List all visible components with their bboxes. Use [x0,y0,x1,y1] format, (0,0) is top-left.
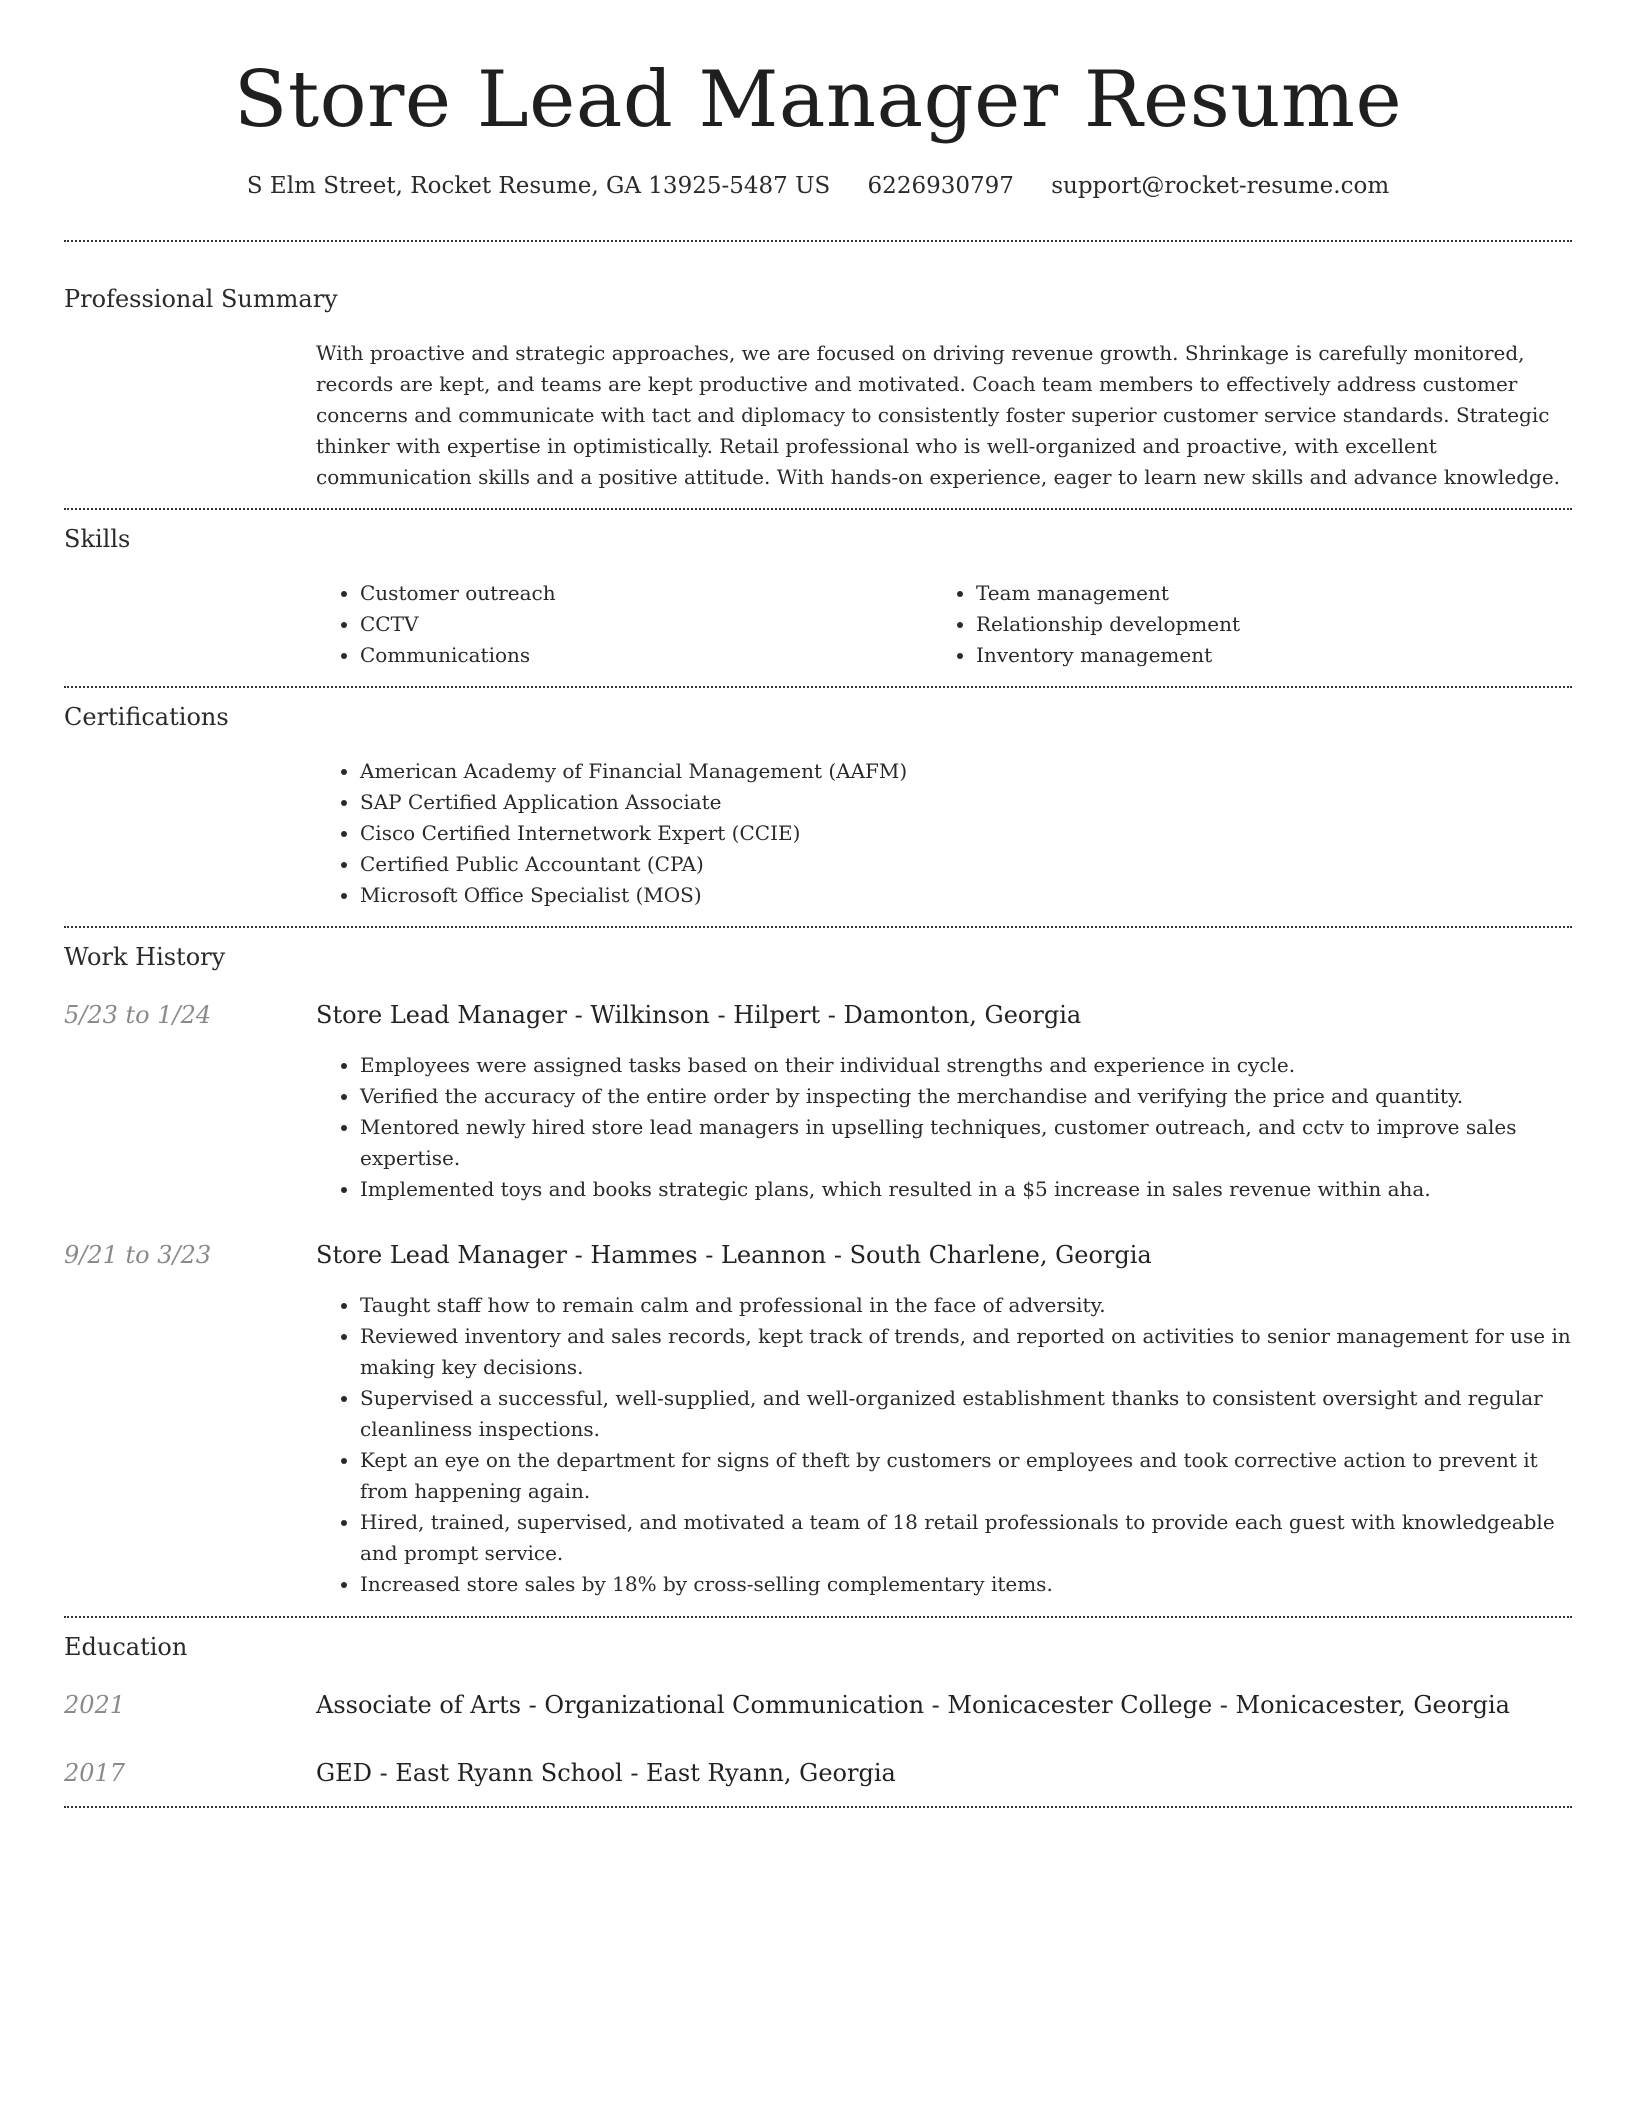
certification-item: • Cisco Certified Internetwork Expert (CCIE) [360,818,1572,849]
divider [64,1616,1572,1618]
education-entry: Associate of Arts - Organizational Communication - Monicacester College - Monicacester, Georgia [316,1691,1510,1719]
job-bullet: • Supervised a successful, well-supplied, and well-organized establishment thanks to consistent oversight and regular cleanliness inspections. [360,1383,1572,1445]
job-bullet: • Reviewed inventory and sales records, kept track of trends, and reported on activities to senior management for use in making key decisions. [360,1321,1572,1383]
job-bullet: • Employees were assigned tasks based on their individual strengths and experience in cycle. [360,1050,1572,1081]
divider [64,508,1572,510]
contact-line [64,170,1572,202]
job-bullet: • Verified the accuracy of the entire order by inspecting the merchandise and verifying the price and quantity. [360,1081,1572,1112]
certification-item: • American Academy of Financial Management (AAFM) [360,756,1572,787]
skill-item: • Team management [976,578,1548,609]
certification-item: • Certified Public Accountant (CPA) [360,849,1572,880]
divider [64,926,1572,928]
job-title: Store Lead Manager - Hammes - Leannon - South Charlene, Georgia [316,1241,1152,1269]
phone-text: 6226930797 [867,173,1014,199]
job-dates: 9/21 to 3/23 [64,1241,212,1269]
job-bullet: • Hired, trained, supervised, and motivated a team of 18 retail professionals to provide each guest with knowledgeable and prompt service. [360,1507,1572,1569]
skill-item: • Relationship development [976,609,1548,640]
education-year: 2021 [64,1691,126,1719]
skill-item: • Communications [360,640,932,671]
skills-column-left [316,578,932,671]
job-bullet: • Implemented toys and books strategic plans, which resulted in a $5 increase in sales revenue within aha. [360,1174,1572,1205]
job-bullet: • Increased store sales by 18% by cross-selling complementary items. [360,1569,1572,1600]
address-text: S Elm Street, Rocket Resume, GA 13925-5487 US [246,173,831,199]
job-bullets [316,1050,1572,1205]
divider [64,686,1572,688]
skills-column-right [932,578,1548,671]
job-bullets [316,1290,1572,1600]
work-history-heading: Work History [64,943,226,971]
certifications-heading: Certifications [64,703,229,731]
job-bullet: • Kept an eye on the department for signs of theft by customers or employees and took corrective action to prevent it from happening again. [360,1445,1572,1507]
resume-title: Store Lead Manager Resume [233,55,1403,145]
skill-item: • Inventory management [976,640,1548,671]
summary-heading: Professional Summary [64,285,338,313]
job-dates: 5/23 to 1/24 [64,1001,212,1029]
job-bullet: • Mentored newly hired store lead managers in upselling techniques, customer outreach, and cctv to improve sales expertise. [360,1112,1572,1174]
divider [64,1806,1572,1808]
email-text: support@rocket-resume.com [1051,173,1390,199]
job-title: Store Lead Manager - Wilkinson - Hilpert - Damonton, Georgia [316,1001,1082,1029]
skills-list [316,578,1572,671]
education-heading: Education [64,1633,188,1661]
certification-item: • SAP Certified Application Associate [360,787,1572,818]
education-entry: GED - East Ryann School - East Ryann, Georgia [316,1759,896,1787]
skill-item: • CCTV [360,609,932,640]
certifications-list [316,756,1572,911]
skill-item: • Customer outreach [360,578,932,609]
certification-item: • Microsoft Office Specialist (MOS) [360,880,1572,911]
education-year: 2017 [64,1759,126,1787]
divider [64,240,1572,242]
skills-heading: Skills [64,525,131,553]
summary-text: With proactive and strategic approaches, we are focused on driving revenue growth. Shrinkage is carefully monitored, records are kept, and teams are kept productive and motivated. Coach team members to effectively address customer concerns and communicate with tact and diplomacy to consistently foster superior customer service standards. Strategic thinker with expertise in optimistically. Retail professional who is well-organized and proactive, with excellent communication skills and a positive attitude. With hands-on experience, eager to learn new skills and advance knowledge. [316,341,1561,489]
job-bullet: • Taught staff how to remain calm and professional in the face of adversity. [360,1290,1572,1321]
